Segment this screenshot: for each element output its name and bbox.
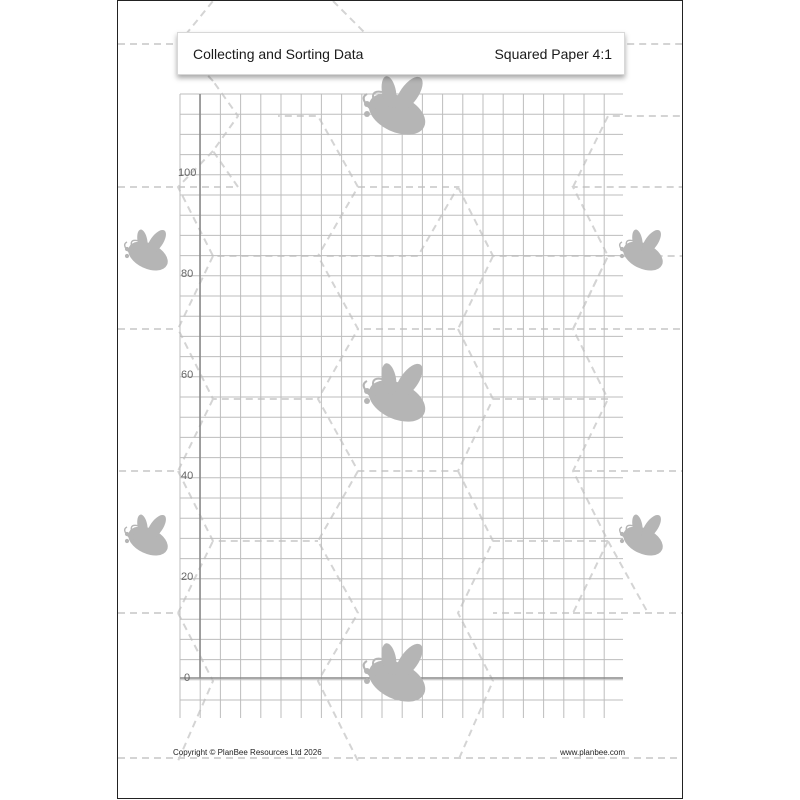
- hexagon-edge: [318, 471, 358, 761]
- background-graphics: [118, 1, 683, 799]
- hexagon-edge: [318, 256, 493, 329]
- bee-icon: [124, 227, 173, 276]
- hexagon-edge: [573, 116, 683, 187]
- header-banner: [177, 32, 625, 75]
- hexagon-edge: [318, 187, 458, 256]
- bee-icon: [619, 512, 668, 561]
- y-tick-label-80: 80: [181, 268, 194, 280]
- worksheet-title: Collecting and Sorting Data: [193, 46, 364, 62]
- bee-icon: [362, 72, 432, 143]
- y-tick-label-0: 0: [184, 672, 191, 684]
- hexagon-edge: [178, 613, 213, 761]
- worksheet-page: [117, 0, 683, 799]
- hexagon-edge: [178, 471, 318, 541]
- bee-icon: [124, 512, 173, 561]
- y-tick-label-100: 100: [178, 167, 197, 179]
- bee-decorations: [124, 72, 668, 710]
- bee-icon: [362, 639, 432, 710]
- website-link: www.planbee.com: [560, 748, 625, 757]
- copyright-text: Copyright © PlanBee Resources Ltd 2026: [173, 748, 322, 757]
- y-tick-label-60: 60: [181, 369, 194, 381]
- paper-type-label: Squared Paper 4:1: [494, 46, 612, 62]
- bee-icon: [619, 227, 668, 276]
- y-tick-label-20: 20: [181, 571, 194, 583]
- bee-icon: [362, 359, 432, 430]
- hexagon-edge: [178, 256, 318, 399]
- y-tick-label-40: 40: [181, 470, 194, 482]
- hexagon-edge: [118, 399, 213, 471]
- hexagon-edge: [493, 541, 608, 613]
- hexagon-edge: [493, 256, 608, 399]
